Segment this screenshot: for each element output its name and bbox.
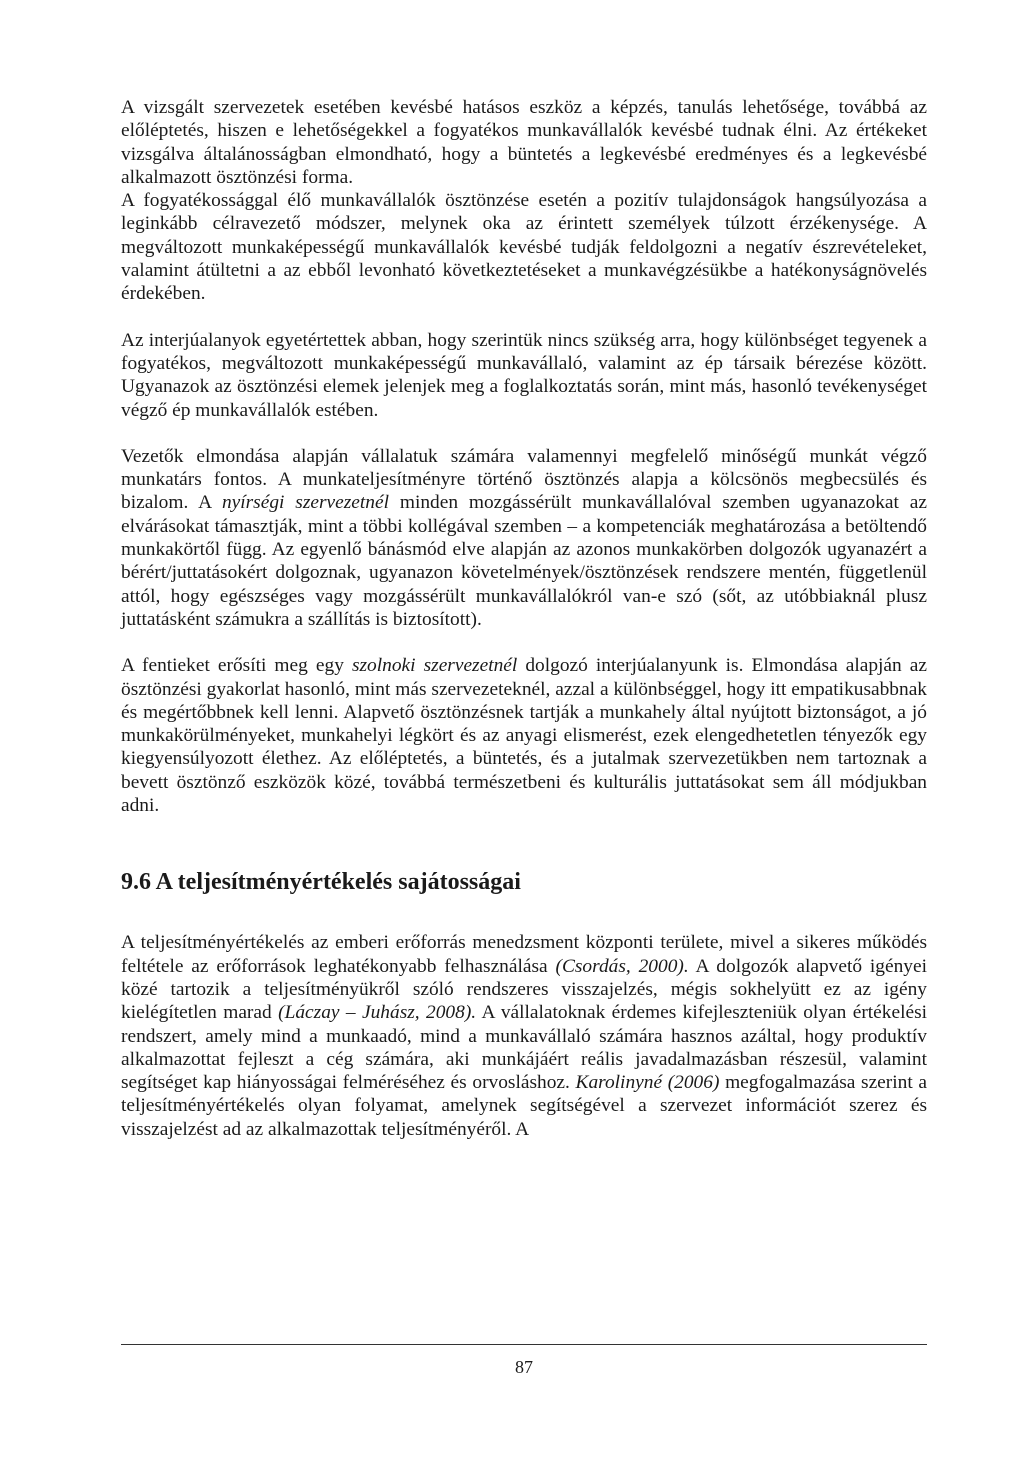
paragraph-nyirseg-organization: [121, 445, 927, 631]
text-span: A dolgozók alapvető igényei közé tartozik a teljesítményükről szóló rendszeres visszajelzés, mégis sokhelyütt ez az igény kielégítetlen marad: [121, 955, 927, 1024]
paragraph-szolnok-organization: [121, 654, 927, 817]
text-span: A vállalatoknak érdemes kifejleszteniük olyan értékelési rendszert, amely mind a munkaadó, mind a munkavállaló számára hasznos azáltal, hogy produktív alkalmazottat fejleszt a cég számára, aki munkájáért reális javadalmazásban részesül, valamint segítséget kap hiányosságai felméréséhez és orvosláshoz.: [121, 1002, 928, 1094]
text-span: A fentieket erősíti meg egy: [121, 655, 352, 677]
text-span: dolgozó interjúalanyunk is. Elmondása alapján az ösztönzési gyakorlat hasonló, mint más szervezeteknél, azzal a különbséggel, hogy itt empatikusabbnak és megértőbbnek kell lenni. Alapvető ösztönzésnek tartják a munkahely által nyújtott biztonságot, a jó munkakörülményeket, munkahelyi légkört és az anyagi elismerést, ezek elengedhetetlen tényezők egy kiegyensúlyozott élethez. Az előléptetés, a büntetés, és a jutalmak szervezetükben nem tartoznak a bevett ösztönző eszközök közé, továbbá természetbeni és kulturális juttatásokat sem áll módjukban adni.: [121, 655, 928, 817]
italic-citation: (Láczay – Juhász, 2008).: [278, 1002, 477, 1024]
text-span: A teljesítményértékelés az emberi erőforrás menedzsment központi területe, mivel a sikeres működés feltétele az erőforrások leghatékonyabb felhasználása: [121, 932, 927, 977]
text-span: megfogalmazása szerint a teljesítményértékelés olyan folyamat, amelynek segítségével a szervezet információt szerez és visszajelzést ad az alkalmazottak teljesítményéről. A: [121, 1072, 927, 1140]
document-body: [121, 96, 927, 1141]
text-span: Vezetők elmondása alapján vállalatuk számára valamennyi megfelelő minőségű munkát végző munkatárs fontos. A munkateljesítményre történő ösztönzés alapja a kölcsönös megbecsülés és bizalom. A: [121, 445, 927, 514]
italic-citation: Karolinyné (2006): [575, 1072, 720, 1094]
italic-organization-name: nyírségi szervezetnél: [221, 492, 389, 514]
paragraph-disabled-motivation: A fogyatékossággal élő munkavállalók ösztönzése esetén a pozitív tulajdonságok hangsúlyozása a leginkább célravezető módszer, melynek oka az érintett személyek túlzott érzékenysége. A megváltozott munkaképességű munkavállalók kevésbé tudják feldolgozni a negatív észrevételeket, valamint átültetni a az ebből levonható következtetéseket a munkavégzésükbe a hatékonyságnövelés érdekében.: [121, 190, 927, 305]
paragraph-assessment-tools: A vizsgált szervezetek esetében kevésbé hatásos eszköz a képzés, tanulás lehetősége, továbbá az előléptetés, hiszen e lehetőségekkel a fogyatékos munkavállalók kevésbé tudnak élni. Az értékeket vizsgálva általánosságban elmondható, hogy a büntetés a legkevésbé eredményes és a legkevésbé alkalmazott ösztönzési forma.: [121, 97, 927, 188]
italic-organization-name: szolnoki szervezetnél: [351, 655, 518, 677]
text-span: minden mozgássérült munkavállalóval szemben ugyanazokat az elvárásokat támasztják, mint a többi kollégával szemben – a kompetenciák meghatározása a betöltendő munkakörtől függ. Az egyenlő bánásmód elve alapján az azonos munkakörben dolgozók ugyanazért a bérért/juttatásokért dolgoznak, ugyanazon követelmények/ösztönzések rendszere mentén, függetlenül attól, hogy egészséges vagy mozgássérült munkavállalókról van-e szó (sőt, az utóbbiaknál plusz juttatásként számukra a szállítás is biztosított).: [121, 492, 927, 630]
paragraph-performance-evaluation: [121, 931, 927, 1141]
footer-divider: [121, 1344, 927, 1345]
section-heading: 9.6 A teljesítményértékelés sajátosságai: [121, 869, 521, 896]
page-number: 87: [515, 1357, 533, 1377]
italic-citation: (Csordás, 2000).: [555, 955, 689, 977]
paragraph-interviewees-wages: Az interjúalanyok egyetértettek abban, hogy szerintük nincs szükség arra, hogy különbséget tegyenek a fogyatékos, megváltozott munkaképességű munkavállaló, valamint az ép társaik bérezése között. Ugyanazok az ösztönzési elemek jelenjek meg a foglalkoztatás során, mint más, hasonló tevékenységet végző ép munkavállalók estében.: [121, 329, 927, 421]
